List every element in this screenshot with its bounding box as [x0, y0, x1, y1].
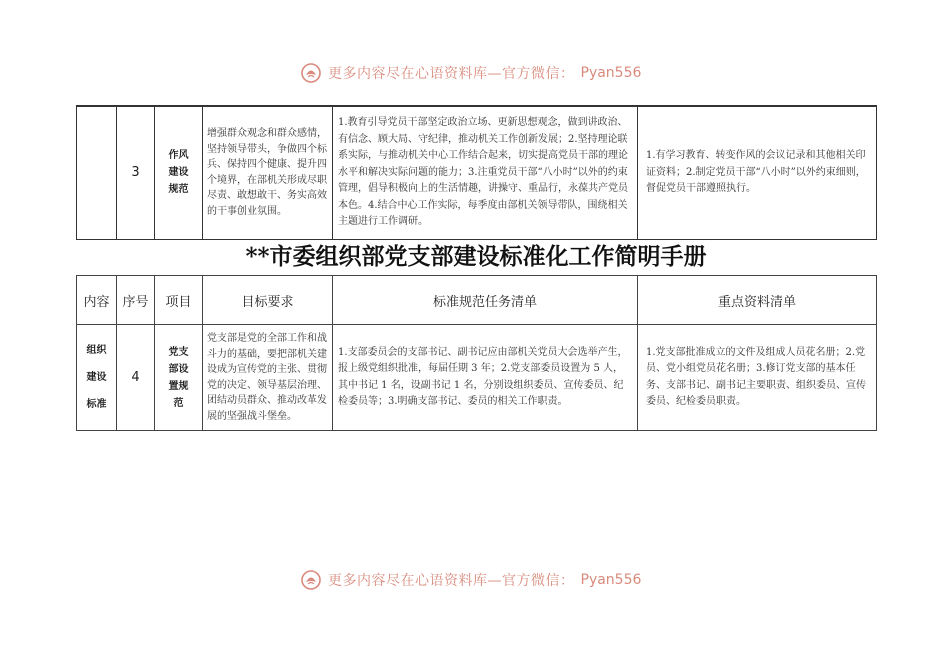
- task-cell: 1.教育引导党员干部坚定政治立场、更新思想观念，做到讲政治、有信念、顾大局、守纪律，推动机关工作创新发展；2.坚持理论联系实际，与推动机关中心工作结合起来，切实提高党员干部的理论水平和解决实际问题的能力；3.注重党员干部“八小时”以外的约束管理，倡导积极向上的生活情趣，讲操守、重品行，永葆共产党员本色。4.结合中心工作实际，每季度由部机关领导带队，围绕相关主题进行工作调研。: [333, 106, 638, 239]
- goal-cell: 党支部是党的全部工作和战斗力的基础，要把部机关建设成为宣传党的主张、贯彻党的决定、领导基层治理、团结动员群众、推动改革发展的坚强战斗堡垒。: [203, 325, 333, 431]
- watermark-id: Pyan556: [580, 65, 642, 81]
- task-cell: 1.支部委员会的支部书记、副书记应由部机关党员大会选举产生，报上级党组织批准，每届任期 3 年；2.党支部委员设置为 5 人，其中书记 1 名，设副书记 1 名，分别设组织委员、宣传委员、纪检委员等；3.明确支部书记、委员的相关工作职责。: [333, 325, 638, 431]
- project-line: 建设: [168, 167, 189, 179]
- continued-table: [76, 105, 877, 240]
- header-content: 内容: [77, 276, 117, 325]
- project-line: 作风: [168, 150, 189, 162]
- lotus-logo-icon: [300, 62, 322, 84]
- project-line: 党支: [168, 346, 189, 358]
- header-data: 重点资料清单: [638, 276, 877, 325]
- goal-cell: 增强群众观念和群众感情，坚持领导带头，争做四个标兵、保持四个健康、提升四个境界，在部机关形成尽职尽责、敢想敢干、务实高效的干事创业氛围。: [203, 106, 333, 239]
- project-line: 规范: [168, 184, 189, 196]
- project-line: 范: [173, 397, 184, 409]
- seq-cell: 3: [117, 106, 155, 239]
- data-cell: 1.党支部批准成立的文件及组成人员花名册；2.党员、党小组党员花名册；3.修订党支部的基本任务、支部书记、副书记主要职责、组织委员、宣传委员、纪检委员职责。: [638, 325, 877, 431]
- seq-cell: 4: [117, 325, 155, 431]
- project-line: 部设: [168, 363, 189, 375]
- table-row: [77, 325, 877, 431]
- project-cell: [155, 106, 203, 239]
- category-line: 组织: [86, 345, 107, 356]
- header-task: 标准规范任务清单: [333, 276, 638, 325]
- data-cell: 1.有学习教育、转变作风的会议记录和其他相关印证资料；2.制定党员干部“八小时”以外约束细则，督促党员干部遵照执行。: [638, 106, 877, 239]
- header-project: 项目: [155, 276, 203, 325]
- watermark-text: 更多内容尽在心语资料库—官方微信：: [328, 573, 575, 589]
- watermark-header: [300, 61, 660, 85]
- header-seq: 序号: [117, 276, 155, 325]
- main-table: [76, 275, 877, 431]
- watermark-footer: [300, 568, 660, 592]
- category-cell: [77, 325, 117, 431]
- category-line: 建设: [86, 372, 107, 383]
- watermark-text: 更多内容尽在心语资料库—官方微信：: [328, 66, 575, 82]
- watermark-id: Pyan556: [580, 572, 642, 588]
- lotus-logo-icon: [300, 569, 322, 591]
- page-title: **市委组织部党支部建设标准化工作简明手册: [245, 243, 707, 270]
- project-cell: [155, 325, 203, 431]
- header-row: [77, 276, 877, 325]
- project-line: 置规: [168, 380, 189, 392]
- category-line: 标准: [86, 399, 107, 410]
- table-row: [77, 106, 877, 239]
- category-cell: [77, 106, 117, 239]
- header-goal: 目标要求: [203, 276, 333, 325]
